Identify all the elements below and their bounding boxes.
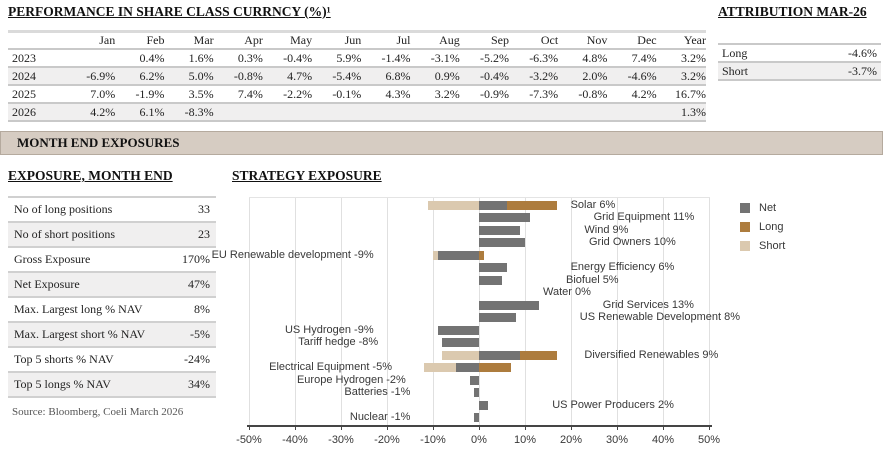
- exposure-table: [8, 196, 216, 398]
- performance-value-cell: 5.9%: [336, 50, 362, 65]
- exposure-row: [8, 296, 216, 321]
- performance-value-cell: 1.3%: [681, 104, 706, 119]
- performance-value-cell: -0.9%: [479, 86, 509, 101]
- axis-tick-label: 10%: [513, 434, 537, 446]
- exposure-row-label: Top 5 longs % NAV: [14, 377, 111, 391]
- exposure-row-label: Max. Largest short % NAV: [14, 327, 146, 341]
- bar-label: Batteries -1%: [344, 386, 411, 398]
- source-note: Source: Bloomberg, Coeli March 2026: [12, 406, 184, 418]
- performance-header-cell: Apr: [244, 33, 263, 47]
- bar-label: Electrical Equipment -5%: [269, 361, 392, 373]
- exposure-row-label: Max. Largest long % NAV: [14, 302, 143, 316]
- bar-long: [479, 251, 484, 260]
- attribution-table-body: [718, 44, 881, 80]
- bar-label: US Renewable Development 8%: [579, 311, 740, 323]
- exposure-row: [8, 271, 216, 296]
- performance-value-cell: 5.0%: [188, 68, 214, 83]
- performance-year-cell: 2023: [12, 50, 36, 65]
- legend-label-short: Short: [759, 240, 786, 252]
- exposure-row: [8, 221, 216, 246]
- performance-value-cell: -5.2%: [479, 50, 509, 65]
- bar-net: [479, 238, 525, 247]
- performance-value-cell: -1.4%: [381, 50, 411, 65]
- axis-tick-label: -10%: [420, 434, 446, 446]
- performance-value-cell: [558, 103, 607, 121]
- bar-label: Tariff hedge -8%: [298, 336, 379, 348]
- performance-header-cell: May: [290, 33, 313, 47]
- performance-value-cell: 4.2%: [631, 86, 657, 101]
- bar-net: [474, 388, 479, 397]
- performance-value-cell: [263, 103, 312, 121]
- performance-value-cell: 3.2%: [681, 68, 706, 83]
- exposure-row: [8, 346, 216, 371]
- performance-value-cell: -3.1%: [430, 50, 460, 65]
- exposure-row-label: No of short positions: [14, 227, 116, 241]
- performance-value-cell: -2.2%: [283, 86, 313, 101]
- performance-header-cell: Aug: [439, 33, 460, 47]
- bar-long: [479, 363, 511, 372]
- performance-value-cell: [214, 103, 263, 121]
- performance-value-cell: -1.9%: [135, 86, 165, 101]
- bar-label: Grid Equipment 11%: [593, 211, 695, 223]
- axis-tick-label: 40%: [651, 434, 675, 446]
- performance-value-cell: -5.4%: [332, 68, 362, 83]
- bar-label: Water 0%: [543, 286, 591, 298]
- performance-header-cell: [8, 32, 66, 50]
- bar-net: [479, 226, 520, 235]
- performance-row: [8, 67, 706, 85]
- performance-header-cell: Jan: [99, 33, 116, 47]
- bar-label: Biofuel 5%: [566, 273, 619, 286]
- performance-value-cell: 4.3%: [385, 86, 411, 101]
- gridline: [341, 197, 342, 425]
- attribution-value-cell: -4.6%: [848, 45, 877, 60]
- bar-label: Grid Services 13%: [602, 298, 694, 311]
- performance-value-cell: [312, 103, 361, 121]
- performance-row: [8, 85, 706, 103]
- exposure-row-value: 34%: [188, 377, 210, 391]
- performance-year-cell: 2025: [12, 86, 36, 101]
- performance-header-cell: Sep: [490, 33, 509, 47]
- bar-net: [442, 338, 479, 347]
- x-axis: [247, 425, 712, 427]
- bar-net: [438, 251, 479, 260]
- performance-value-cell: 2.0%: [582, 68, 608, 83]
- performance-value-cell: 7.4%: [631, 50, 657, 65]
- bar-label: Energy Efficiency 6%: [570, 261, 675, 273]
- performance-value-cell: 0.4%: [139, 50, 165, 65]
- bar-net: [479, 313, 516, 322]
- attribution-row: [718, 44, 881, 62]
- performance-row: [8, 49, 706, 67]
- bar-label: Diversified Renewables 9%: [584, 348, 719, 361]
- attribution-label-cell: Long: [722, 45, 748, 60]
- performance-value-cell: -6.9%: [86, 68, 116, 83]
- performance-value-cell: 6.2%: [139, 68, 165, 83]
- performance-table: [8, 30, 706, 122]
- legend-swatch-short: [740, 241, 750, 251]
- exposure-row-value: 23: [198, 227, 210, 241]
- exposure-row: [8, 196, 216, 221]
- attribution-row: [718, 62, 881, 80]
- exposure-month-end-title: EXPOSURE, MONTH END: [8, 168, 173, 183]
- bar-label: EU Renewable development -9%: [211, 248, 374, 261]
- bar-label: Nuclear -1%: [349, 411, 411, 423]
- bar-net: [479, 401, 488, 410]
- performance-row: [8, 103, 706, 121]
- bar-net: [470, 376, 479, 385]
- performance-value-cell: -0.4%: [283, 50, 313, 65]
- performance-header-row: [8, 32, 706, 50]
- bar-net: [479, 201, 507, 210]
- exposure-row-value: 8%: [194, 302, 210, 316]
- exposure-row-value: -24%: [184, 352, 210, 366]
- performance-value-cell: 3.2%: [681, 50, 706, 65]
- performance-value-cell: [460, 103, 509, 121]
- exposure-row-label: Top 5 shorts % NAV: [14, 352, 114, 366]
- gridline: [295, 197, 296, 425]
- bar-label: Wind 9%: [584, 223, 629, 236]
- legend-swatch-long: [740, 222, 750, 232]
- exposure-row: [8, 246, 216, 271]
- plot-top-border: [249, 197, 710, 198]
- gridline: [571, 197, 572, 425]
- bar-net: [438, 326, 479, 335]
- performance-header-cell: Oct: [540, 33, 559, 47]
- performance-value-cell: -4.6%: [627, 68, 657, 83]
- performance-value-cell: 3.5%: [188, 86, 214, 101]
- exposure-row-label: Gross Exposure: [14, 252, 91, 266]
- performance-value-cell: 3.2%: [434, 86, 460, 101]
- performance-year-cell: 2026: [12, 104, 36, 119]
- axis-tick-label: 30%: [605, 434, 629, 446]
- attribution-table: [718, 43, 881, 81]
- performance-value-cell: [361, 103, 410, 121]
- legend-swatch-net: [740, 203, 750, 213]
- performance-header-cell: Year: [683, 33, 706, 47]
- bar-label: US Hydrogen -9%: [284, 323, 374, 336]
- legend-label-net: Net: [759, 202, 777, 214]
- exposure-row: [8, 321, 216, 346]
- performance-value-cell: 6.1%: [139, 104, 165, 119]
- performance-value-cell: -0.1%: [332, 86, 362, 101]
- performance-value-cell: -0.8%: [233, 68, 263, 83]
- bar-net: [474, 413, 479, 422]
- bar-net: [456, 363, 479, 372]
- performance-header-cell: Nov: [586, 33, 608, 47]
- performance-value-cell: 6.8%: [385, 68, 411, 83]
- strategy-exposure-chart: [211, 188, 883, 474]
- strategy-exposure-title: STRATEGY EXPOSURE: [232, 168, 382, 183]
- exposure-row-label: No of long positions: [14, 202, 113, 216]
- performance-table-body: [8, 49, 706, 121]
- performance-value-cell: 16.7%: [675, 86, 706, 101]
- performance-value-cell: -8.3%: [184, 104, 214, 119]
- performance-header-cell: Jul: [396, 33, 411, 47]
- exposure-row: [8, 371, 216, 396]
- attribution-title: ATTRIBUTION MAR-26: [718, 4, 867, 19]
- performance-header-cell: Dec: [637, 33, 657, 47]
- month-end-exposures-band: [0, 131, 883, 155]
- band-title: MONTH END EXPOSURES: [17, 135, 180, 150]
- performance-value-cell: -3.2%: [529, 68, 559, 83]
- performance-header-cell: Mar: [193, 33, 214, 47]
- bar-net: [479, 213, 530, 222]
- performance-value-cell: 0.3%: [237, 50, 263, 65]
- performance-value-cell: 0.9%: [434, 68, 460, 83]
- performance-header-cell: Feb: [146, 33, 165, 47]
- axis-tick-label: -20%: [374, 434, 400, 446]
- bar-label: US Power Producers 2%: [552, 398, 674, 411]
- performance-value-cell: [509, 103, 558, 121]
- axis-tick-label: 20%: [559, 434, 583, 446]
- bar-net: [479, 301, 539, 310]
- performance-value-cell: -0.8%: [578, 86, 608, 101]
- performance-value-cell: 4.2%: [90, 104, 116, 119]
- attribution-value-cell: -3.7%: [848, 63, 877, 78]
- gridline: [525, 197, 526, 425]
- performance-table-header: [8, 32, 706, 50]
- legend-label-long: Long: [759, 221, 784, 233]
- exposure-row-value: 170%: [182, 252, 210, 266]
- bar-label: Europe Hydrogen -2%: [296, 373, 406, 386]
- gridline: [433, 197, 434, 425]
- axis-tick-label: -50%: [236, 434, 262, 446]
- performance-value-cell: 7.0%: [90, 86, 116, 101]
- exposure-row-value: 47%: [188, 277, 210, 291]
- performance-value-cell: 4.8%: [582, 50, 608, 65]
- performance-value-cell: [411, 103, 460, 121]
- performance-header-cell: Jun: [344, 33, 362, 47]
- performance-value-cell: 4.7%: [287, 68, 313, 83]
- performance-value-cell: -7.3%: [529, 86, 559, 101]
- axis-tick-label: 0%: [471, 434, 487, 446]
- performance-value-cell: [607, 103, 656, 121]
- performance-value-cell: 1.6%: [188, 50, 214, 65]
- gridline: [249, 197, 250, 425]
- performance-value-cell: -0.4%: [479, 68, 509, 83]
- exposure-row-value: -5%: [190, 327, 210, 341]
- performance-title: PERFORMANCE IN SHARE CLASS CURRNCY (%)¹: [8, 4, 331, 19]
- bar-short: [442, 351, 479, 360]
- axis-tick-label: 50%: [697, 434, 721, 446]
- bar-net: [479, 276, 502, 285]
- exposure-row-value: 33: [198, 202, 210, 216]
- bar-short: [428, 201, 479, 210]
- performance-value-cell: 7.4%: [237, 86, 263, 101]
- bar-net: [479, 351, 520, 360]
- axis-tick-label: -30%: [328, 434, 354, 446]
- axis-tick-label: -40%: [282, 434, 308, 446]
- performance-year-cell: 2024: [12, 68, 36, 83]
- exposure-row-label: Net Exposure: [14, 277, 80, 291]
- performance-value-cell: -6.3%: [529, 50, 559, 65]
- bar-label: Solar 6%: [570, 198, 616, 211]
- attribution-label-cell: Short: [722, 63, 749, 78]
- performance-value-cell: [66, 49, 115, 67]
- bar-net: [479, 263, 507, 272]
- bar-label: Grid Owners 10%: [589, 236, 676, 248]
